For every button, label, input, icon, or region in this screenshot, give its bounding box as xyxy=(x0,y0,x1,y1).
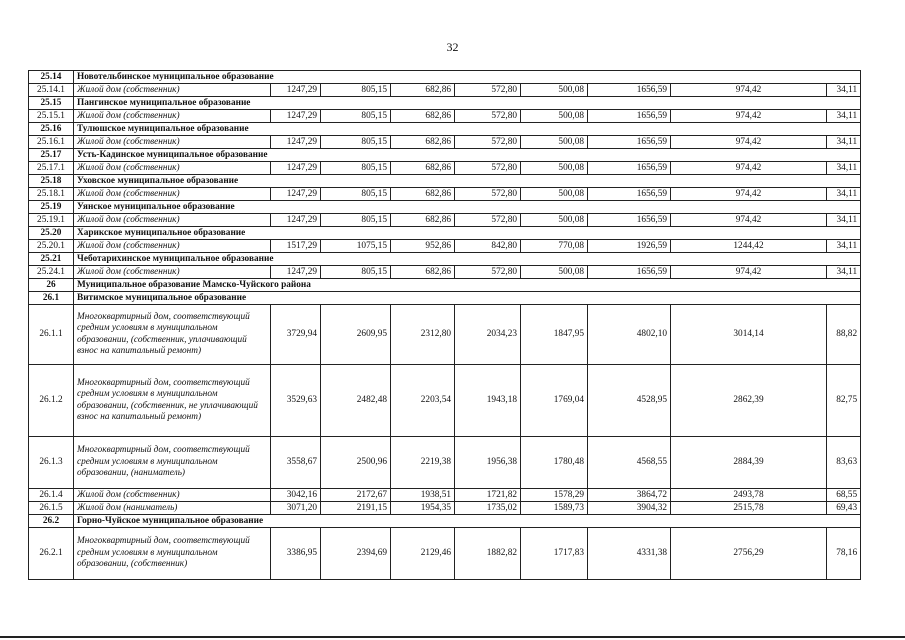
value-cell: 3904,32 xyxy=(588,502,671,515)
value-cell: 34,11 xyxy=(827,136,861,149)
value-cell: 770,08 xyxy=(521,240,588,253)
section-row xyxy=(29,279,861,292)
value-cell: 34,11 xyxy=(827,162,861,175)
section-row xyxy=(29,97,861,110)
table-row xyxy=(29,84,861,97)
row-code: 25.17.1 xyxy=(29,162,74,175)
value-cell: 3386,95 xyxy=(271,528,321,580)
value-cell: 572,80 xyxy=(455,162,521,175)
value-cell: 83,63 xyxy=(827,437,861,489)
value-cell: 1578,29 xyxy=(521,489,588,502)
tariff-table xyxy=(28,70,861,580)
value-cell: 3729,94 xyxy=(271,305,321,365)
section-title: Тулюшское муниципальное образование xyxy=(74,123,861,136)
value-cell: 500,08 xyxy=(521,84,588,97)
housing-type: Жилой дом (собственник) xyxy=(74,188,271,201)
value-cell: 2129,46 xyxy=(391,528,455,580)
value-cell: 500,08 xyxy=(521,266,588,279)
value-cell: 2394,69 xyxy=(321,528,391,580)
housing-type: Многоквартирный дом, соответствующий средним условиям в муниципальном образовании, (собственник, не уплачивающий взнос на капитальный ремонт) xyxy=(74,365,271,437)
value-cell: 500,08 xyxy=(521,110,588,123)
section-title: Пангинское муниципальное образование xyxy=(74,97,861,110)
section-title: Харикское муниципальное образование xyxy=(74,227,861,240)
row-code: 25.18 xyxy=(29,175,74,188)
value-cell: 805,15 xyxy=(321,214,391,227)
value-cell: 2203,54 xyxy=(391,365,455,437)
value-cell: 974,42 xyxy=(671,188,827,201)
value-cell: 682,86 xyxy=(391,214,455,227)
table-row xyxy=(29,489,861,502)
value-cell: 3529,63 xyxy=(271,365,321,437)
value-cell: 572,80 xyxy=(455,136,521,149)
value-cell: 682,86 xyxy=(391,136,455,149)
value-cell: 4568,55 xyxy=(588,437,671,489)
value-cell: 3071,20 xyxy=(271,502,321,515)
value-cell: 34,11 xyxy=(827,240,861,253)
value-cell: 572,80 xyxy=(455,266,521,279)
row-code: 26.2 xyxy=(29,515,74,528)
table-row xyxy=(29,188,861,201)
value-cell: 34,11 xyxy=(827,266,861,279)
value-cell: 1247,29 xyxy=(271,84,321,97)
value-cell: 69,43 xyxy=(827,502,861,515)
section-title: Уянское муниципальное образование xyxy=(74,201,861,214)
row-code: 25.24.1 xyxy=(29,266,74,279)
value-cell: 1882,82 xyxy=(455,528,521,580)
value-cell: 2884,39 xyxy=(671,437,827,489)
section-row xyxy=(29,515,861,528)
value-cell: 952,86 xyxy=(391,240,455,253)
table-row xyxy=(29,162,861,175)
value-cell: 1247,29 xyxy=(271,266,321,279)
row-code: 25.16 xyxy=(29,123,74,136)
value-cell: 1589,73 xyxy=(521,502,588,515)
value-cell: 974,42 xyxy=(671,162,827,175)
value-cell: 78,16 xyxy=(827,528,861,580)
row-code: 25.15 xyxy=(29,97,74,110)
value-cell: 572,80 xyxy=(455,110,521,123)
value-cell: 1656,59 xyxy=(588,266,671,279)
section-title: Витимское муниципальное образование xyxy=(74,292,861,305)
value-cell: 1926,59 xyxy=(588,240,671,253)
value-cell: 500,08 xyxy=(521,188,588,201)
page-bottom-border xyxy=(0,636,905,638)
value-cell: 1656,59 xyxy=(588,162,671,175)
row-code: 26.2.1 xyxy=(29,528,74,580)
value-cell: 1956,38 xyxy=(455,437,521,489)
table-row xyxy=(29,110,861,123)
value-cell: 34,11 xyxy=(827,188,861,201)
row-code: 26.1.5 xyxy=(29,502,74,515)
value-cell: 2493,78 xyxy=(671,489,827,502)
value-cell: 805,15 xyxy=(321,188,391,201)
row-code: 26.1 xyxy=(29,292,74,305)
row-code: 26.1.1 xyxy=(29,305,74,365)
value-cell: 3864,72 xyxy=(588,489,671,502)
value-cell: 2172,67 xyxy=(321,489,391,502)
value-cell: 1517,29 xyxy=(271,240,321,253)
value-cell: 572,80 xyxy=(455,214,521,227)
value-cell: 682,86 xyxy=(391,110,455,123)
value-cell: 974,42 xyxy=(671,84,827,97)
section-title: Муниципальное образование Мамско-Чуйского района xyxy=(74,279,861,292)
value-cell: 1075,15 xyxy=(321,240,391,253)
housing-type: Жилой дом (собственник) xyxy=(74,240,271,253)
value-cell: 1656,59 xyxy=(588,136,671,149)
value-cell: 34,11 xyxy=(827,84,861,97)
row-code: 25.14 xyxy=(29,71,74,84)
housing-type: Жилой дом (собственник) xyxy=(74,162,271,175)
section-title: Горно-Чуйское муниципальное образование xyxy=(74,515,861,528)
housing-type: Жилой дом (собственник) xyxy=(74,110,271,123)
section-title: Чеботарихинское муниципальное образование xyxy=(74,253,861,266)
row-code: 25.16.1 xyxy=(29,136,74,149)
housing-type: Многоквартирный дом, соответствующий средним условиям в муниципальном образовании, (наниматель) xyxy=(74,437,271,489)
value-cell: 682,86 xyxy=(391,162,455,175)
table-row xyxy=(29,528,861,580)
value-cell: 82,75 xyxy=(827,365,861,437)
table-row xyxy=(29,365,861,437)
value-cell: 2034,23 xyxy=(455,305,521,365)
housing-type: Жилой дом (собственник) xyxy=(74,214,271,227)
table-row xyxy=(29,305,861,365)
value-cell: 1938,51 xyxy=(391,489,455,502)
value-cell: 842,80 xyxy=(455,240,521,253)
value-cell: 3558,67 xyxy=(271,437,321,489)
table-row xyxy=(29,240,861,253)
value-cell: 1244,42 xyxy=(671,240,827,253)
value-cell: 805,15 xyxy=(321,110,391,123)
housing-type: Жилой дом (наниматель) xyxy=(74,502,271,515)
section-title: Усть-Кадинское муниципальное образование xyxy=(74,149,861,162)
value-cell: 1769,04 xyxy=(521,365,588,437)
value-cell: 2515,78 xyxy=(671,502,827,515)
section-row xyxy=(29,253,861,266)
value-cell: 2500,96 xyxy=(321,437,391,489)
row-code: 25.17 xyxy=(29,149,74,162)
section-row xyxy=(29,71,861,84)
row-code: 25.15.1 xyxy=(29,110,74,123)
row-code: 25.20 xyxy=(29,227,74,240)
value-cell: 500,08 xyxy=(521,162,588,175)
value-cell: 2609,95 xyxy=(321,305,391,365)
value-cell: 68,55 xyxy=(827,489,861,502)
value-cell: 682,86 xyxy=(391,266,455,279)
value-cell: 1954,35 xyxy=(391,502,455,515)
value-cell: 500,08 xyxy=(521,214,588,227)
row-code: 26.1.2 xyxy=(29,365,74,437)
section-row xyxy=(29,201,861,214)
value-cell: 2862,39 xyxy=(671,365,827,437)
value-cell: 1656,59 xyxy=(588,110,671,123)
value-cell: 805,15 xyxy=(321,84,391,97)
row-code: 26.1.3 xyxy=(29,437,74,489)
value-cell: 682,86 xyxy=(391,188,455,201)
housing-type: Жилой дом (собственник) xyxy=(74,84,271,97)
value-cell: 805,15 xyxy=(321,136,391,149)
row-code: 25.21 xyxy=(29,253,74,266)
value-cell: 1847,95 xyxy=(521,305,588,365)
value-cell: 974,42 xyxy=(671,214,827,227)
value-cell: 34,11 xyxy=(827,110,861,123)
value-cell: 34,11 xyxy=(827,214,861,227)
value-cell: 974,42 xyxy=(671,110,827,123)
value-cell: 2482,48 xyxy=(321,365,391,437)
value-cell: 2312,80 xyxy=(391,305,455,365)
value-cell: 4331,38 xyxy=(588,528,671,580)
value-cell: 3042,16 xyxy=(271,489,321,502)
row-code: 25.14.1 xyxy=(29,84,74,97)
section-title: Новотельбинское муниципальное образование xyxy=(74,71,861,84)
housing-type: Жилой дом (собственник) xyxy=(74,266,271,279)
housing-type: Многоквартирный дом, соответствующий средним условиям в муниципальном образовании, (собственник) xyxy=(74,528,271,580)
value-cell: 4528,95 xyxy=(588,365,671,437)
housing-type: Жилой дом (собственник) xyxy=(74,489,271,502)
value-cell: 974,42 xyxy=(671,136,827,149)
value-cell: 1247,29 xyxy=(271,188,321,201)
value-cell: 1656,59 xyxy=(588,188,671,201)
value-cell: 2191,15 xyxy=(321,502,391,515)
page-number: 32 xyxy=(446,40,459,54)
row-code: 25.19 xyxy=(29,201,74,214)
section-title: Уховское муниципальное образование xyxy=(74,175,861,188)
value-cell: 4802,10 xyxy=(588,305,671,365)
value-cell: 805,15 xyxy=(321,266,391,279)
value-cell: 572,80 xyxy=(455,188,521,201)
value-cell: 1247,29 xyxy=(271,136,321,149)
value-cell: 1717,83 xyxy=(521,528,588,580)
value-cell: 1721,82 xyxy=(455,489,521,502)
value-cell: 1656,59 xyxy=(588,214,671,227)
housing-type: Жилой дом (собственник) xyxy=(74,136,271,149)
value-cell: 1780,48 xyxy=(521,437,588,489)
value-cell: 1247,29 xyxy=(271,214,321,227)
row-code: 26 xyxy=(29,279,74,292)
value-cell: 2219,38 xyxy=(391,437,455,489)
table-row xyxy=(29,136,861,149)
table-row xyxy=(29,214,861,227)
row-code: 25.20.1 xyxy=(29,240,74,253)
value-cell: 805,15 xyxy=(321,162,391,175)
section-row xyxy=(29,292,861,305)
value-cell: 1247,29 xyxy=(271,162,321,175)
value-cell: 572,80 xyxy=(455,84,521,97)
row-code: 25.18.1 xyxy=(29,188,74,201)
value-cell: 500,08 xyxy=(521,136,588,149)
table-row xyxy=(29,502,861,515)
section-row xyxy=(29,149,861,162)
table-row xyxy=(29,437,861,489)
housing-type: Многоквартирный дом, соответствующий средним условиям в муниципальном образовании, (собственник, уплачивающий взнос на капитальный ремонт) xyxy=(74,305,271,365)
row-code: 26.1.4 xyxy=(29,489,74,502)
value-cell: 682,86 xyxy=(391,84,455,97)
row-code: 25.19.1 xyxy=(29,214,74,227)
section-row xyxy=(29,123,861,136)
value-cell: 1735,02 xyxy=(455,502,521,515)
value-cell: 974,42 xyxy=(671,266,827,279)
section-row xyxy=(29,227,861,240)
value-cell: 1943,18 xyxy=(455,365,521,437)
value-cell: 1247,29 xyxy=(271,110,321,123)
value-cell: 3014,14 xyxy=(671,305,827,365)
value-cell: 1656,59 xyxy=(588,84,671,97)
table-row xyxy=(29,266,861,279)
section-row xyxy=(29,175,861,188)
value-cell: 88,82 xyxy=(827,305,861,365)
value-cell: 2756,29 xyxy=(671,528,827,580)
